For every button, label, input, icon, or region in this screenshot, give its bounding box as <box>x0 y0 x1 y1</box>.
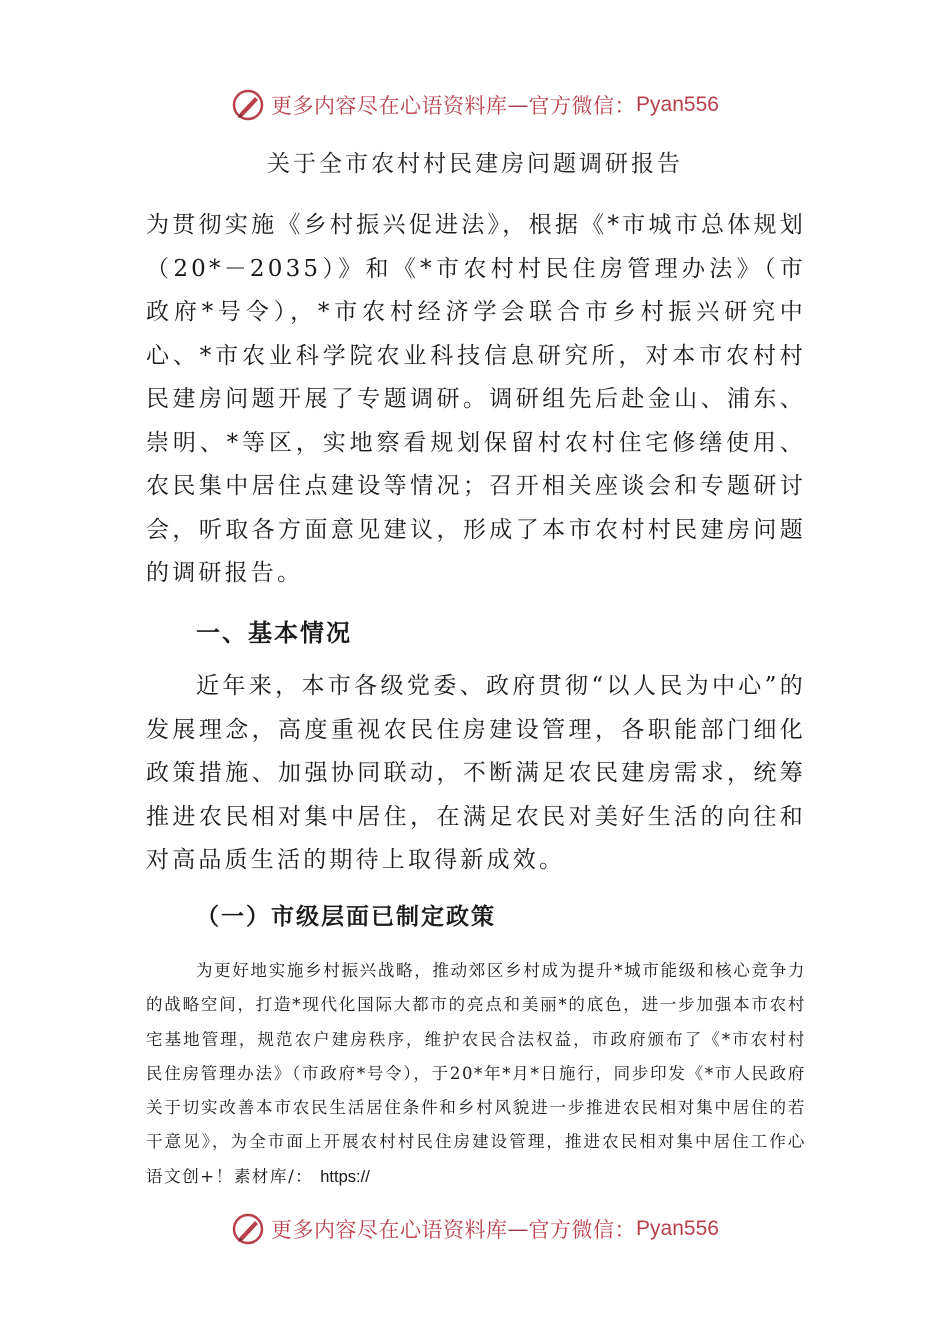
pen-logo-icon <box>231 1212 265 1246</box>
header-banner <box>0 82 950 128</box>
url-fragment: https:// <box>320 1167 370 1186</box>
pen-logo-icon <box>231 88 265 122</box>
banner-label: 官方微信： <box>528 1218 637 1242</box>
section-paragraph-basic: 近年来，本市各级党委、政府贯彻“以人民为中心”的发展理念，高度重视农民住房建设管理，各职能部门细化政策措施、加强协同联动，不断满足农民建房需求，统筹推进农民相对集中居住，在满足农民对美好生活的向往和对高品质生活的期待上取得新成效。 <box>146 673 806 873</box>
banner-label: 官方微信： <box>528 94 637 118</box>
banner-separator: — <box>507 1217 529 1241</box>
banner-handle: Pyan556 <box>636 93 719 116</box>
subsection-heading-policy: （一）市级层面已制定政策 <box>196 904 496 930</box>
document-title: 关于全市农村村民建房问题调研报告 <box>267 151 683 177</box>
subsection-paragraph-text: 为更好地实施乡村振兴战略，推动郊区乡村成为提升*城市能级和核心竞争力的战略空间，打造*现代化国际大都市的亮点和美丽*的底色，进一步加强本市农村宅基地管理，规范农户建房秩序，维护农民合法权益，市政府颁布了《*市农村村民住房管理办法》（市政府*号令），于20*年*月*日施行，同步印发《*市人民政府关于切实改善本市农民生活居住条件和乡村风貌进一步推进农民相对集中居住的若干意见》，为全市面上开展农村村民住房建设管理，推进农民相对集中居住工作心语文创+！素材库/： <box>146 961 806 1186</box>
banner-text: 更多内容尽在心语资料库 <box>271 94 508 118</box>
section-heading-basic: 一、基本情况 <box>196 619 352 647</box>
subsection-paragraph-policy <box>146 954 806 1194</box>
banner-handle: Pyan556 <box>636 1217 719 1240</box>
intro-paragraph: 为贯彻实施《乡村振兴促进法》，根据《*市城市总体规划（20*－2035）》和《*市农村村民住房管理办法》（市政府*号令），*市农村经济学会联合市乡村振兴研究中心、*市农业科学院农业科技信息研究所，对本市农村村民建房问题开展了专题调研。调研组先后赴金山、浦东、崇明、*等区，实地察看规划保留村农村住宅修缮使用、农民集中居住点建设等情况；召开相关座谈会和专题研讨会，听取各方面意见建议，形成了本市农村村民建房问题的调研报告。 <box>146 212 806 586</box>
banner-text: 更多内容尽在心语资料库 <box>271 1218 508 1242</box>
banner-separator: — <box>507 93 529 117</box>
footer-banner <box>0 1206 950 1252</box>
